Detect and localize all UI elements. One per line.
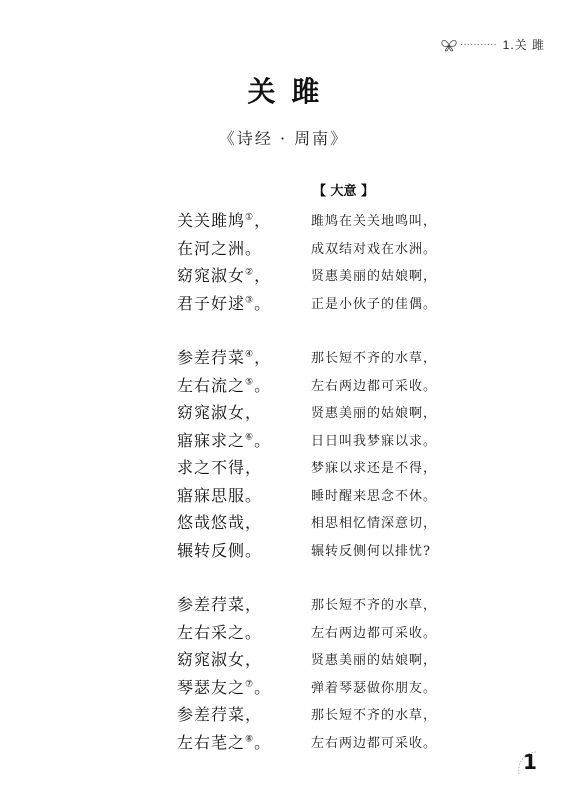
translation-heading: 【 大意 】 <box>313 184 375 199</box>
poem-line <box>0 592 567 616</box>
line-punctuation: ， <box>245 513 263 532</box>
original-text: 参差荇菜 <box>177 348 246 367</box>
original-line <box>177 455 262 478</box>
original-text: 窈窕淑女 <box>177 650 246 669</box>
original-line <box>177 510 262 533</box>
original-line <box>177 400 262 423</box>
line-punctuation: ， <box>245 595 263 614</box>
poem-line <box>0 702 567 726</box>
poem-source: 《诗经 · 周南》 <box>218 129 349 148</box>
original-text: 左右流之 <box>177 375 246 395</box>
line-punctuation: 。 <box>245 622 263 642</box>
translation-line: 日日叫我梦寐以求。 <box>311 433 438 449</box>
poem-line <box>0 345 567 369</box>
line-punctuation: ， <box>245 650 263 669</box>
translation-line: 雎鸠在关关地鸣叫， <box>311 214 438 229</box>
original-line <box>177 592 262 615</box>
translation-line: 梦寐以求还是不得， <box>311 461 438 476</box>
original-line <box>177 702 262 725</box>
footnote-marker: ③ <box>245 295 255 306</box>
original-text: 窈窕淑女 <box>177 266 246 285</box>
footnote-marker: ⑦ <box>245 679 255 690</box>
original-line <box>177 263 271 286</box>
original-text: 辗转反侧 <box>177 540 246 560</box>
original-line <box>177 483 262 506</box>
original-text: 悠哉悠哉 <box>177 513 246 532</box>
original-text: 左右采之 <box>177 622 246 642</box>
original-text: 窈窕淑女 <box>177 403 246 422</box>
translation-line: 那长短不齐的水草， <box>311 598 438 613</box>
line-punctuation: ， <box>245 705 263 724</box>
line-punctuation: ， <box>245 458 263 477</box>
original-line <box>177 730 271 753</box>
original-text: 关关雎鸠 <box>177 211 246 230</box>
translation-line: 睡时醒来思念不休。 <box>311 488 438 504</box>
original-line <box>177 208 271 231</box>
line-punctuation: 。 <box>245 238 263 258</box>
line-punctuation: 。 <box>254 293 272 313</box>
original-text: 寤寐思服 <box>177 485 246 505</box>
original-line <box>177 675 271 698</box>
translation-line: 正是小伙子的佳偶。 <box>311 296 438 312</box>
footnote-marker: ⑥ <box>245 432 255 443</box>
poem-line <box>0 675 567 699</box>
poem-line <box>0 263 567 287</box>
poem-line <box>0 400 567 424</box>
translation-line: 贤惠美丽的姑娘啊， <box>311 269 438 284</box>
original-text: 寤寐求之 <box>177 430 246 450</box>
original-line <box>177 291 271 314</box>
line-punctuation: 。 <box>254 732 272 752</box>
original-line <box>177 236 262 259</box>
original-line <box>177 620 262 643</box>
original-text: 在河之洲 <box>177 238 246 258</box>
poem-line <box>0 510 567 534</box>
line-punctuation: 。 <box>254 375 272 395</box>
header-leader-dots: ··········· <box>460 39 497 50</box>
original-text: 求之不得 <box>177 458 246 477</box>
poem-line <box>0 428 567 452</box>
line-punctuation: 。 <box>254 677 272 697</box>
chapter-label: 1.关 雎 <box>502 38 545 52</box>
poem-line <box>0 647 567 671</box>
original-text: 参差荇菜 <box>177 705 246 724</box>
poem-line <box>0 373 567 397</box>
footnote-marker: ⑧ <box>245 734 255 745</box>
original-text: 左右芼之 <box>177 732 246 752</box>
original-line <box>177 373 271 396</box>
footnote-marker: ④ <box>245 349 255 360</box>
translation-line: 相思相忆情深意切， <box>311 516 438 531</box>
poem-line <box>0 208 567 232</box>
poem-line <box>0 236 567 260</box>
translation-line: 贤惠美丽的姑娘啊， <box>311 406 438 421</box>
line-punctuation: 。 <box>254 430 272 450</box>
line-punctuation: ， <box>245 403 263 422</box>
translation-line: 左右两边都可采收。 <box>311 378 438 394</box>
poem-line <box>0 455 567 479</box>
page-number <box>515 748 545 778</box>
line-punctuation: 。 <box>245 485 263 505</box>
original-text: 君子好逑 <box>177 293 246 313</box>
original-text: 琴瑟友之 <box>177 677 246 697</box>
translation-line: 左右两边都可采收。 <box>311 625 438 641</box>
footnote-marker: ② <box>245 267 255 278</box>
poem-line <box>0 730 567 754</box>
translation-line: 贤惠美丽的姑娘啊， <box>311 653 438 668</box>
poem-line <box>0 291 567 315</box>
line-punctuation: ， <box>254 266 272 285</box>
line-punctuation: ， <box>254 348 272 367</box>
poem-line <box>0 620 567 644</box>
translation-line: 弹着琴瑟做你朋友。 <box>311 680 438 696</box>
translation-line: 辗转反侧何以排忧? <box>311 543 431 559</box>
original-text: 参差荇菜 <box>177 595 246 614</box>
translation-line: 成双结对戏在水洲。 <box>311 241 438 257</box>
footnote-marker: ① <box>245 212 255 223</box>
butterfly-ornament-icon <box>440 38 458 52</box>
translation-line: 那长短不齐的水草， <box>311 351 438 366</box>
original-line <box>177 428 271 451</box>
page-number-text: 1 <box>523 750 537 774</box>
poem-line <box>0 483 567 507</box>
line-punctuation: 。 <box>245 540 263 560</box>
translation-line: 那长短不齐的水草， <box>311 708 438 723</box>
running-header <box>440 36 545 53</box>
poem-line <box>0 538 567 562</box>
original-line <box>177 647 262 670</box>
line-punctuation: ， <box>254 211 272 230</box>
original-line <box>177 345 271 368</box>
poem-title: 关雎 <box>247 75 336 108</box>
footnote-marker: ⑤ <box>245 377 255 388</box>
original-line <box>177 538 262 561</box>
translation-line: 左右两边都可采收。 <box>311 735 438 751</box>
